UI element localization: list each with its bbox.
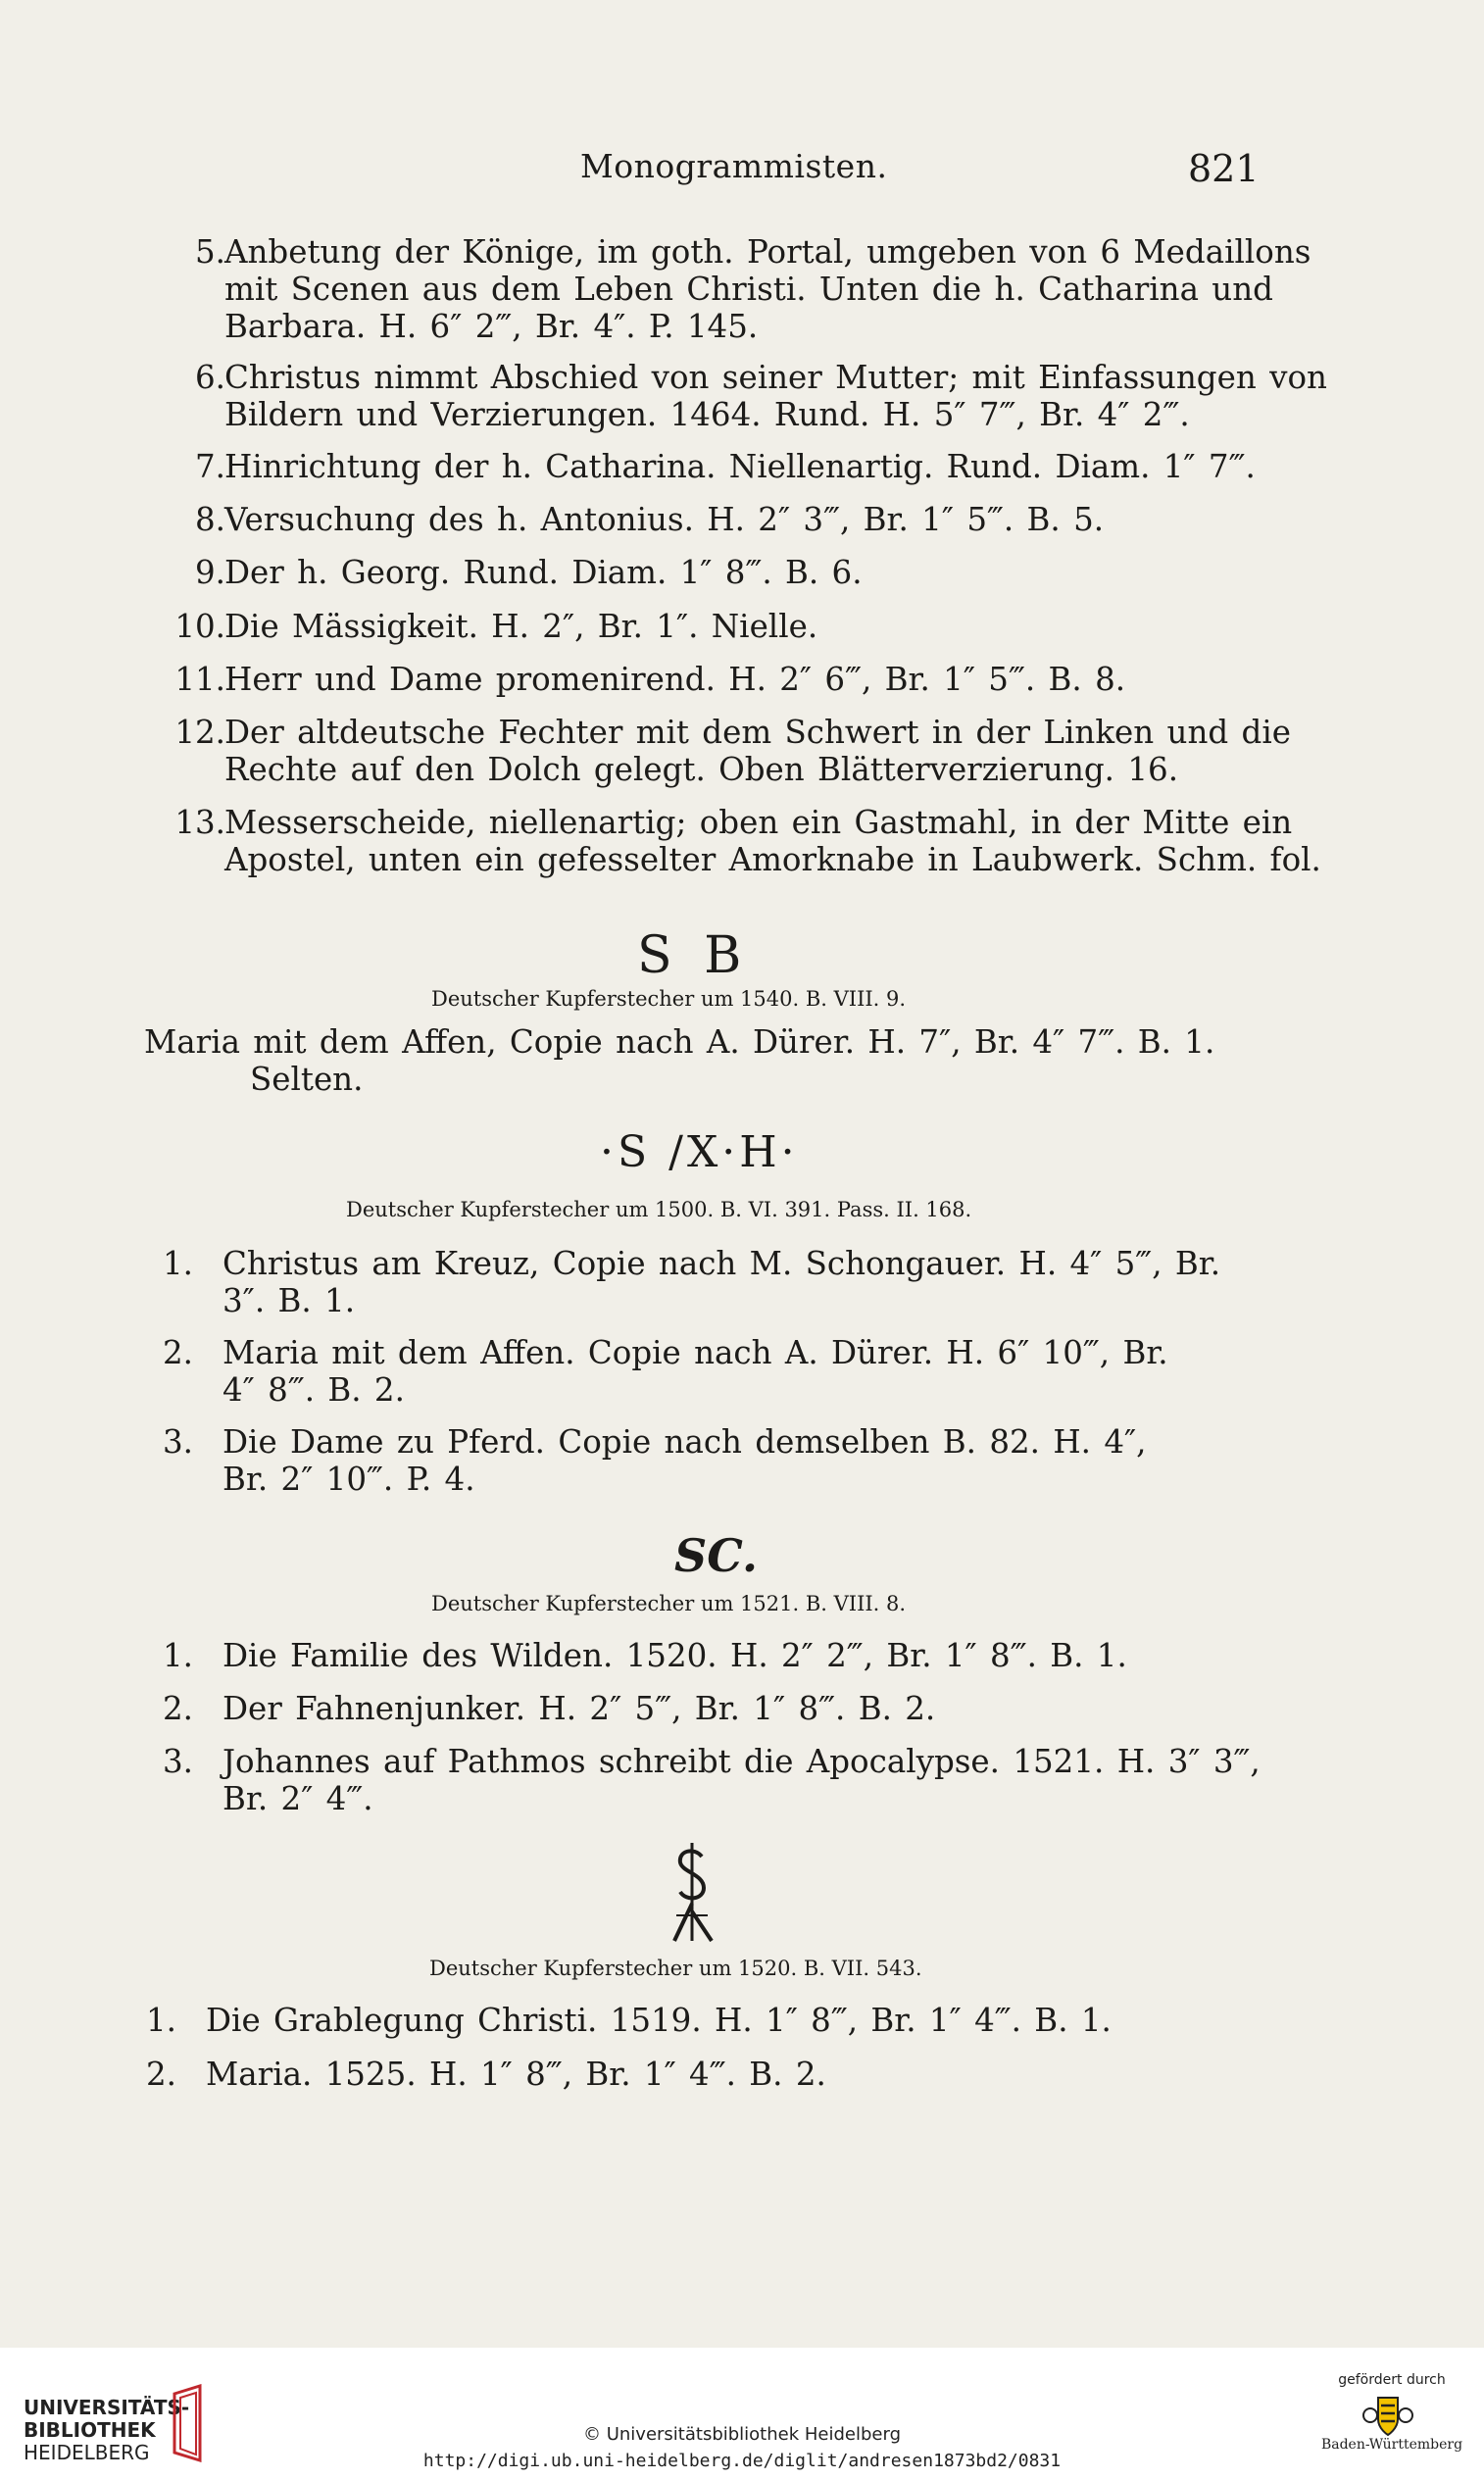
entry-line: Maria mit dem Affen, Copie nach A. Dürer. H. 7″, Br. 4″ 7‴. B. 1. [144, 1023, 1215, 1061]
entry-line: Herr und Dame promenirend. H. 2″ 6‴, Br. 1″ 5‴. B. 8. [224, 661, 1126, 698]
entry-number: 3. [162, 1423, 193, 1461]
entry-line: Christus am Kreuz, Copie nach M. Schongauer. H. 4″ 5‴, Br. [223, 1245, 1221, 1282]
entry-sxh-2 [144, 1334, 1168, 1409]
entry-sk-1 [127, 2002, 1112, 2039]
entry-12 [162, 714, 1291, 788]
entry-number: 1. [162, 1245, 193, 1282]
section-caption: Deutscher Kupferstecher um 1520. B. VII. 543. [429, 1957, 922, 1980]
entry-number: 3. [162, 1743, 193, 1780]
entry-6 [162, 359, 1327, 433]
monogram-sb: S B [637, 926, 750, 985]
entry-10 [162, 608, 817, 645]
entry-sxh-3 [144, 1423, 1147, 1498]
monogram-sk-ligature [665, 1843, 723, 1951]
entry-line: Rechte auf den Dolch gelegt. Oben Blätterverzierung. 16. [224, 751, 1179, 788]
funding-state: Baden-Württemberg [1320, 2437, 1463, 2453]
entry-sc-3 [144, 1743, 1261, 1817]
section-caption: Deutscher Kupferstecher um 1540. B. VIII. 9. [431, 987, 907, 1011]
entry-line: Br. 2″ 10‴. P. 4. [223, 1461, 475, 1498]
section-caption: Deutscher Kupferstecher um 1521. B. VIII. 8. [431, 1592, 907, 1615]
entry-line: Apostel, unten ein gefesselter Amorknabe in Laubwerk. Schm. fol. [224, 841, 1321, 878]
entry-line: Die Familie des Wilden. 1520. H. 2″ 2‴, Br. 1″ 8‴. B. 1. [223, 1637, 1127, 1674]
entry-line: Christus nimmt Abschied von seiner Mutter; mit Einfassungen von [224, 359, 1327, 396]
monogram-sxh: ·S /X·H· [600, 1127, 799, 1177]
entry-sxh-1 [144, 1245, 1220, 1319]
entry-line: 4″ 8‴. B. 2. [223, 1371, 405, 1409]
entry-line: Bildern und Verzierungen. 1464. Rund. H. 5″ 7‴, Br. 4″ 2‴. [224, 396, 1190, 433]
funding-label: gefördert durch [1338, 2372, 1446, 2388]
entry-line: Maria. 1525. H. 1″ 8‴, Br. 1″ 4‴. B. 2. [206, 2056, 826, 2093]
entry-9 [162, 554, 863, 591]
entry-number: 2. [145, 2056, 176, 2093]
entry-5 [162, 233, 1311, 345]
entry-line: Johannes auf Pathmos schreibt die Apocalypse. 1521. H. 3″ 3‴, [223, 1743, 1261, 1780]
entry-line: Versuchung des h. Antonius. H. 2″ 3‴, Br. 1″ 5‴. B. 5. [224, 501, 1105, 538]
entry-line: Die Mässigkeit. H. 2″, Br. 1″. Nielle. [224, 608, 818, 645]
entry-number: 1. [145, 2002, 176, 2039]
entry-line: Messerscheide, niellenartig; oben ein Gastmahl, in der Mitte ein [224, 804, 1293, 841]
entry-sk-2 [127, 2056, 826, 2093]
entry-line: Hinrichtung der h. Catharina. Niellenartig. Rund. Diam. 1″ 7‴. [224, 448, 1256, 485]
library-name-line3: HEIDELBERG [24, 2441, 150, 2464]
entry-line: Der h. Georg. Rund. Diam. 1″ 8‴. B. 6. [224, 554, 863, 591]
entry-number: 9. [194, 554, 225, 591]
entry-8 [162, 501, 1104, 538]
entry-11 [162, 661, 1125, 698]
entry-line: Anbetung der Könige, im goth. Portal, umgeben von 6 Medaillons [224, 233, 1311, 271]
entry-7 [162, 448, 1256, 485]
permalink-url[interactable]: http://digi.ub.uni-heidelberg.de/diglit/andresen1873bd2/0831 [422, 2451, 1062, 2471]
entry-number: 11. [174, 661, 225, 698]
library-name-line2: BIBLIOTHEK [24, 2418, 156, 2442]
copyright-notice: © Universitätsbibliothek Heidelberg [582, 2424, 901, 2445]
entry-line: 3″. B. 1. [223, 1282, 356, 1319]
entry-line: Der altdeutsche Fechter mit dem Schwert in der Linken und die [224, 714, 1291, 751]
state-coat-of-arms-icon [1359, 2392, 1417, 2441]
entry-number: 8. [194, 501, 225, 538]
entry-line: Selten. [250, 1061, 364, 1098]
entry-sc-1 [144, 1637, 1127, 1674]
entry-number: 10. [174, 608, 225, 645]
library-name-line1: UNIVERSITÄTS- [24, 2396, 190, 2419]
entry-13 [162, 804, 1321, 878]
entry-line: Die Grablegung Christi. 1519. H. 1″ 8‴, Br. 1″ 4‴. B. 1. [206, 2002, 1112, 2039]
entry-line: Maria mit dem Affen. Copie nach A. Dürer. H. 6″ 10‴, Br. [223, 1334, 1168, 1371]
section-caption: Deutscher Kupferstecher um 1500. B. VI. 391. Pass. II. 168. [346, 1198, 972, 1221]
entry-line: mit Scenen aus dem Leben Christi. Unten die h. Catharina und [224, 271, 1273, 308]
entry-number: 5. [194, 233, 225, 271]
page-number: 821 [1188, 147, 1260, 190]
entry-sc-2 [144, 1690, 935, 1727]
monogram-sc: SC. [674, 1529, 759, 1582]
entry-number: 7. [194, 448, 225, 485]
entry-number: 1. [162, 1637, 193, 1674]
entry-sb-1 [144, 1023, 1214, 1098]
entry-line: Br. 2″ 4‴. [223, 1780, 373, 1817]
entry-number: 6. [194, 359, 225, 396]
entry-line: Der Fahnenjunker. H. 2″ 5‴, Br. 1″ 8‴. B. 2. [223, 1690, 936, 1727]
entry-number: 13. [174, 804, 225, 841]
entry-line: Die Dame zu Pferd. Copie nach demselben B. 82. H. 4″, [223, 1423, 1147, 1461]
entry-number: 12. [174, 714, 225, 751]
running-header-title: Monogrammisten. [580, 147, 888, 185]
entry-number: 2. [162, 1690, 193, 1727]
entry-line: Barbara. H. 6″ 2‴, Br. 4″. P. 145. [224, 308, 759, 345]
entry-number: 2. [162, 1334, 193, 1371]
